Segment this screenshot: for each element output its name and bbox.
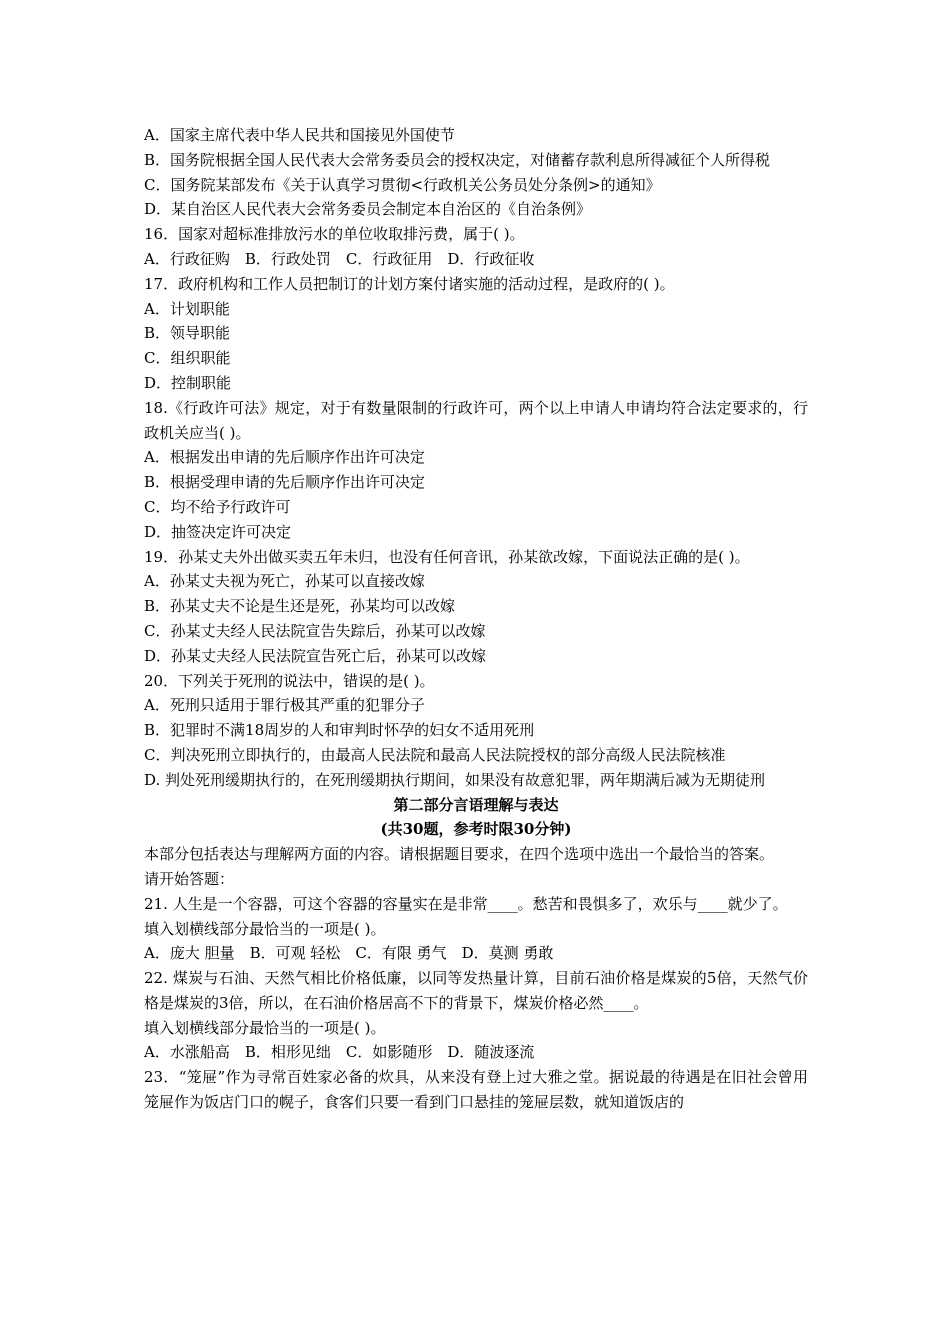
text-line: B．根据受理申请的先后顺序作出许可决定 xyxy=(144,473,426,492)
text-line: C．组织职能 xyxy=(144,349,231,368)
text-line: 填入划横线部分最恰当的一项是( )。 xyxy=(144,1018,386,1037)
text-line: A．计划职能 xyxy=(144,299,230,318)
text-line: 18.《行政许可法》规定，对于有数量限制的行政许可，两个以上申请人申请均符合法定要求的，行政机关应当( )。 xyxy=(144,398,808,442)
text-line: A．国家主席代表中华人民共和国接见外国使节 xyxy=(144,126,455,144)
text-line: B．犯罪时不满18周岁的人和审判时怀孕的妇女不适用死刑 xyxy=(144,721,535,740)
text-line: 填入划横线部分最恰当的一项是( )。 xyxy=(144,919,386,938)
text-line: A．水涨船高 B．相形见绌 C．如影随形 D．随波逐流 xyxy=(144,1043,535,1062)
text-line: D．控制职能 xyxy=(144,373,232,392)
section-heading: (共30题，参考时限30分钟) xyxy=(380,820,572,839)
text-line: C．判决死刑立即执行的，由最高人民法院和最高人民法院授权的部分高级人民法院核准 xyxy=(144,745,726,764)
text-line: 22. 煤炭与石油、天然气相比价格低廉，以同等发热量计算，目前石油价格是煤炭的5倍，天然气价格是煤炭的3倍，所以，在石油价格居高不下的背景下，煤炭价格必然____。 xyxy=(144,969,808,1012)
text-line: B．领导职能 xyxy=(144,324,231,343)
text-line: D. 判处死刑缓期执行的，在死刑缓期执行期间，如果没有故意犯罪，两年期满后减为无期徒刑 xyxy=(144,770,766,789)
document-body xyxy=(144,123,808,1115)
text-line: A．行政征购 B．行政处罚 C．行政征用 D．行政征收 xyxy=(144,249,535,268)
text-line: 19．孙某丈夫外出做买卖五年未归，也没有任何音讯，孙某欲改嫁，下面说法正确的是( )。 xyxy=(144,547,750,566)
text-line: A．庞大 胆量 B．可观 轻松 C．有限 勇气 D．莫测 勇敢 xyxy=(144,944,554,963)
text-line: 请开始答题： xyxy=(144,869,235,888)
text-line: C．孙某丈夫经人民法院宣告失踪后，孙某可以改嫁 xyxy=(144,621,486,640)
text-line: D．孙某丈夫经人民法院宣告死亡后，孙某可以改嫁 xyxy=(144,646,487,665)
text-line: D．某自治区人民代表大会常务委员会制定本自治区的《自治条例》 xyxy=(144,200,592,219)
text-line: 本部分包括表达与理解两方面的内容。请根据题目要求，在四个选项中选出一个最恰当的答案。 xyxy=(144,845,775,864)
text-line: 16．国家对超标准排放污水的单位收取排污费，属于( )。 xyxy=(144,225,525,244)
text-line: B．孙某丈夫不论是生还是死，孙某均可以改嫁 xyxy=(144,597,456,616)
text-line: 23．“笼屉”作为寻常百姓家必备的炊具，从来没有登上过大雅之堂。据说最的待遇是在旧社会曾用笼屉作为饭店门口的幌子，食客们只要一看到门口悬挂的笼屉层数，就知道饭店的 xyxy=(144,1068,808,1112)
text-line: 21. 人生是一个容器，可这个容器的容量实在是非常____。愁苦和畏惧多了，欢乐与____就少了。 xyxy=(144,894,788,913)
text-line: 20．下列关于死刑的说法中，错误的是( )。 xyxy=(144,671,435,690)
text-line: A．根据发出申请的先后顺序作出许可决定 xyxy=(144,448,425,467)
text-line: C．均不给予行政许可 xyxy=(144,497,291,516)
text-line: A．孙某丈夫视为死亡，孙某可以直接改嫁 xyxy=(144,572,425,591)
text-line: B．国务院根据全国人民代表大会常务委员会的授权决定，对储蓄存款利息所得减征个人所得税 xyxy=(144,150,771,169)
text-line: C．国务院某部发布《关于认真学习贯彻<行政机关公务员处分条例>的通知》 xyxy=(144,175,661,194)
text-line: D．抽签决定许可决定 xyxy=(144,522,292,541)
text-line: 17．政府机构和工作人员把制订的计划方案付诸实施的活动过程，是政府的( )。 xyxy=(144,274,675,293)
text-line: A．死刑只适用于罪行极其严重的犯罪分子 xyxy=(144,696,425,715)
section-heading: 第二部分言语理解与表达 xyxy=(393,795,559,814)
